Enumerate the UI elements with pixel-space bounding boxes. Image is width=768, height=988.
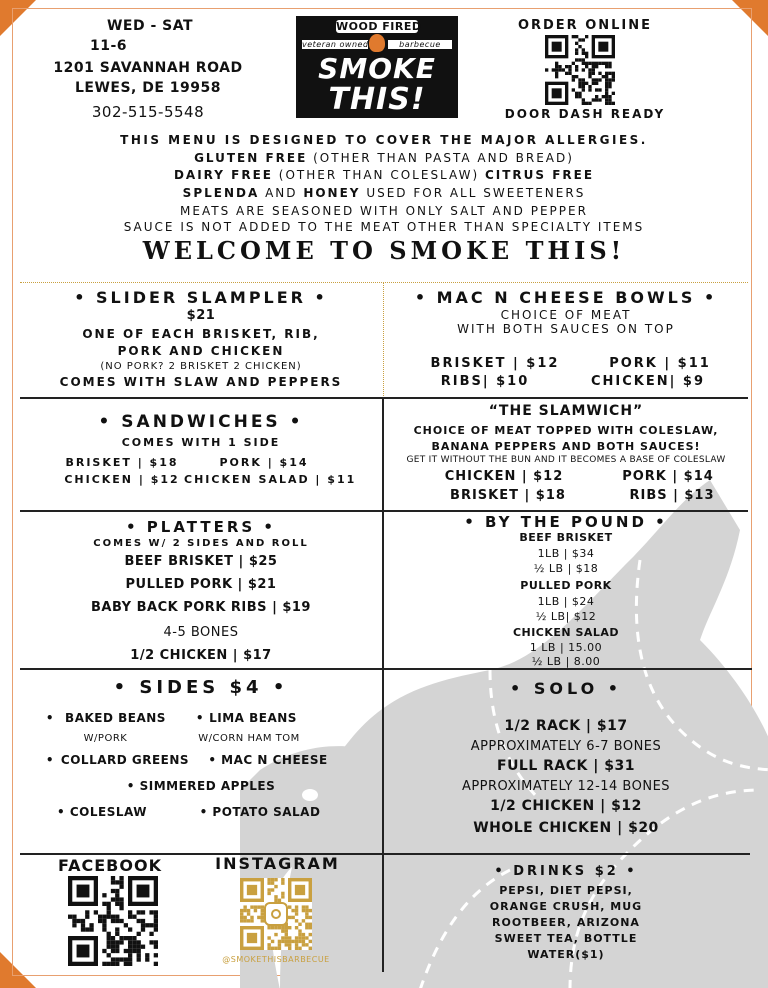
facebook-qr-icon[interactable] <box>68 876 158 966</box>
mac-chicken: CHICKEN| $9 <box>591 374 705 389</box>
slider-desc: ONE OF EACH BRISKET, RIB, <box>82 327 320 341</box>
slamwich-title: “THE SLAMWICH” <box>488 403 644 419</box>
pound-pork: PULLED PORK <box>520 579 612 592</box>
sandwich-pork: PORK | $14 <box>219 456 309 469</box>
phone-number: 302-515-5548 <box>91 103 205 121</box>
solo-whole-chicken: WHOLE CHICKEN | $20 <box>473 820 659 836</box>
welcome-heading: WELCOME TO SMOKE THIS! <box>142 236 626 265</box>
slamwich-pork: PORK | $14 <box>622 469 714 484</box>
sandwich-brisket: BRISKET | $18 <box>65 456 179 469</box>
slamwich-desc: BANANA PEPPERS AND BOTH SAUCES! <box>431 440 701 453</box>
platter-brisket: BEEF BRISKET | $25 <box>124 554 278 569</box>
pound-beef-half: ½ LB | $18 <box>533 562 599 575</box>
menu-page: WED - SAT 11-6 1201 SAVANNAH ROAD LEWES, DE 19958 302-515-5548 WOOD FIRED veteran owned barbecue SMOKE THIS! ORDER ONLINE DOOR DASH READY THIS MENU IS DESIGNED TO COVER THE MAJOR ALLERGIES. GLUTEN FREE (OTHER THAN PASTA AND BREAD) DAIRY FREE (OTHER THAN COLESLAW) CITRUS FREE SPLENDA AND HONEY USED FOR ALL SWEETENERS MEATS ARE SEASONED WITH ONLY SALT AND PEPPER SAUCE IS NOT ADDED TO THE MEAT OTHER THAN SPECIALTY ITEMS WELCOME TO SMOKE THIS! • SLIDER SLAMPLER • $21 ONE OF EACH BRISKET, RIB, PORK AND CHICKEN (NO PORK? 2 BRISKET 2 CHICKEN) COMES WITH SLAW AND PEPPERS • MAC N CHEESE BOWLS • CHOICE OF MEAT WITH BOTH SAUCES ON TOP BRISKET | $12 PORK | $11 RIBS| $10 CHICKEN| $9 • SANDWICHES • COMES WITH 1 SIDE BRISKET | $18 PORK | $14 CHICKEN | $12 CHICKEN SALAD | $11 “THE SLAMWICH” CHOICE OF MEAT TOPPED WITH COLESLAW, BANANA PEPPERS AND BOTH SAUCES! GET IT WITHOUT THE BUN AND IT BECOMES A BASE OF COLESLAW CHICKEN | $12 PORK | $14 BRISKET | $18 RIBS | $13 • PLATTERS • COMES W/ 2 SIDES AND ROLL BEEF BRISKET | $25 PULLED PORK | $21 BABY BACK PORK RIBS | $19 4-5 BONES 1/2 CHICKEN | $17 • BY THE POUND • BEEF BRISKET 1LB | $34 ½ LB | $18 PULLED PORK 1LB | $24 ½ LB| $12 CHICKEN SALAD 1 LB | 15.00 ½ LB | 8.00 • SIDES $4 • • BAKED BEANS W/PORK • LIMA BEANS W/CORN HAM TOM • COLLARD GREENS • MAC N CHEESE • SIMMERED APPLES • COLESLAW • POTATO SALAD • SOLO • 1/2 RACK | $17 APPROXIMATELY 6-7 BONES FULL RACK | $31 APPROXIMATELY 12-14 BONES 1/2 CHICKEN | $12 WHOLE CHICKEN | $20 FACEBOOK INSTAGRAM @SMOKETHISBARBECUE • DRINKS $2 • PEPSI, DIET PEPSI, ORANGE CRUSH, MUG ROOTBEER, ARIZONA SWEET TEA, BOTTLE WATER($1) <box>0 0 768 988</box>
platter-pork: PULLED PORK | $21 <box>125 577 277 592</box>
drinks-list: PEPSI, DIET PEPSI, <box>499 884 633 897</box>
solo-half-rack-note: APPROXIMATELY 6-7 BONES <box>470 739 662 754</box>
solo-title: • SOLO • <box>510 679 622 698</box>
instagram-label: INSTAGRAM <box>215 854 340 873</box>
sandwich-chicken: CHICKEN | $12 <box>64 473 180 486</box>
order-qr-icon[interactable] <box>545 35 615 105</box>
pound-beef: BEEF BRISKET <box>519 531 613 544</box>
pound-title: • BY THE POUND • <box>464 513 668 531</box>
divider <box>20 853 750 855</box>
platters-desc: COMES W/ 2 SIDES AND ROLL <box>93 538 309 549</box>
platter-ribs: BABY BACK PORK RIBS | $19 <box>91 600 311 615</box>
divider <box>20 397 748 399</box>
slider-desc: (NO PORK? 2 BRISKET 2 CHICKEN) <box>100 361 302 372</box>
pound-chicken: CHICKEN SALAD <box>512 626 620 639</box>
platters-title: • PLATTERS • <box>125 518 277 536</box>
slamwich-desc: GET IT WITHOUT THE BUN AND IT BECOMES A BASE OF COLESLAW <box>406 455 726 465</box>
slamwich-brisket: BRISKET | $18 <box>450 488 566 503</box>
side-baked-beans-note: W/PORK <box>83 733 128 744</box>
instagram-icon <box>264 902 288 926</box>
solo-full-rack: FULL RACK | $31 <box>497 758 635 774</box>
slider-sampler-price: $21 <box>186 308 216 323</box>
order-online-label: ORDER ONLINE <box>517 18 653 33</box>
flame-icon <box>369 34 385 52</box>
mac-brisket: BRISKET | $12 <box>430 356 560 371</box>
mac-desc: WITH BOTH SAUCES ON TOP <box>457 322 675 336</box>
side-lima-beans-note: W/CORN HAM TOM <box>198 733 300 744</box>
sandwiches-desc: COMES WITH 1 SIDE <box>121 436 281 449</box>
side-mac-cheese: • MAC N CHEESE <box>208 753 328 767</box>
drinks-list: WATER($1) <box>527 948 605 961</box>
sandwiches-title: • SANDWICHES • <box>98 412 304 432</box>
pound-chicken-1lb: 1 LB | 15.00 <box>529 641 603 654</box>
slider-desc: PORK AND CHICKEN <box>117 344 285 358</box>
slamwich-ribs: RIBS | $13 <box>629 488 715 503</box>
smoke-this-logo: WOOD FIRED veteran owned barbecue SMOKE THIS! <box>296 16 458 118</box>
drinks-list: ORANGE CRUSH, MUG <box>489 900 643 913</box>
mac-pork: PORK | $11 <box>609 356 711 371</box>
drinks-title: • DRINKS $2 • <box>494 864 638 879</box>
solo-half-chicken: 1/2 CHICKEN | $12 <box>490 798 642 814</box>
pound-pork-1lb: 1LB | $24 <box>537 595 595 608</box>
door-dash-label: DOOR DASH READY <box>504 107 666 121</box>
sides-title: • SIDES $4 • <box>113 677 289 698</box>
platter-ribs-note: 4-5 BONES <box>163 625 239 640</box>
slider-desc: COMES WITH SLAW AND PEPPERS <box>59 375 343 389</box>
pound-beef-1lb: 1LB | $34 <box>537 547 595 560</box>
side-coleslaw: • COLESLAW <box>57 805 147 819</box>
platter-chicken: 1/2 CHICKEN | $17 <box>130 648 272 663</box>
solo-full-rack-note: APPROXIMATELY 12-14 BONES <box>461 779 671 794</box>
seasoning-note: MEATS ARE SEASONED WITH ONLY SALT AND PEPPER <box>180 204 588 218</box>
divider <box>20 668 752 670</box>
side-collard-greens: COLLARD GREENS <box>60 753 190 767</box>
side-potato-salad: • POTATO SALAD <box>199 805 321 819</box>
side-baked-beans: BAKED BEANS <box>65 711 166 725</box>
address-city: LEWES, DE 19958 <box>74 80 222 96</box>
sweeteners-note: SPLENDA AND HONEY USED FOR ALL SWEETENERS <box>182 186 586 200</box>
slider-sampler-title: • SLIDER SLAMPLER • <box>74 288 328 307</box>
allergy-intro: THIS MENU IS DESIGNED TO COVER THE MAJOR ALLERGIES. <box>120 133 648 147</box>
hours-time: 11-6 <box>90 38 128 54</box>
dairy-free-note: DAIRY FREE (OTHER THAN COLESLAW) CITRUS FREE <box>173 168 595 182</box>
slamwich-desc: CHOICE OF MEAT TOPPED WITH COLESLAW, <box>413 424 719 437</box>
sandwich-chicken-salad: CHICKEN SALAD | $11 <box>184 473 357 486</box>
instagram-handle: @SMOKETHISBARBECUE <box>222 955 330 964</box>
mac-desc: CHOICE OF MEAT <box>500 308 632 322</box>
sauce-note: SAUCE IS NOT ADDED TO THE MEAT OTHER THAN SPECIALTY ITEMS <box>123 220 645 234</box>
divider <box>20 282 748 283</box>
address-street: 1201 SAVANNAH ROAD <box>53 60 243 76</box>
side-simmered-apples: • SIMMERED APPLES <box>126 779 276 793</box>
divider <box>20 510 748 512</box>
gluten-free-note: GLUTEN FREE (OTHER THAN PASTA AND BREAD) <box>194 151 574 165</box>
hours-days: WED - SAT <box>106 18 194 34</box>
side-lima-beans: LIMA BEANS <box>209 711 297 725</box>
mac-bowls-title: • MAC N CHEESE BOWLS • <box>414 288 718 307</box>
drinks-list: SWEET TEA, BOTTLE <box>494 932 638 945</box>
facebook-label: FACEBOOK <box>58 856 162 875</box>
pound-chicken-half: ½ LB | 8.00 <box>531 655 601 668</box>
solo-half-rack: 1/2 RACK | $17 <box>504 718 628 734</box>
pound-pork-half: ½ LB| $12 <box>535 610 597 623</box>
slamwich-chicken: CHICKEN | $12 <box>444 469 564 484</box>
drinks-list: ROOTBEER, ARIZONA <box>492 916 640 929</box>
mac-ribs: RIBS| $10 <box>440 374 530 389</box>
